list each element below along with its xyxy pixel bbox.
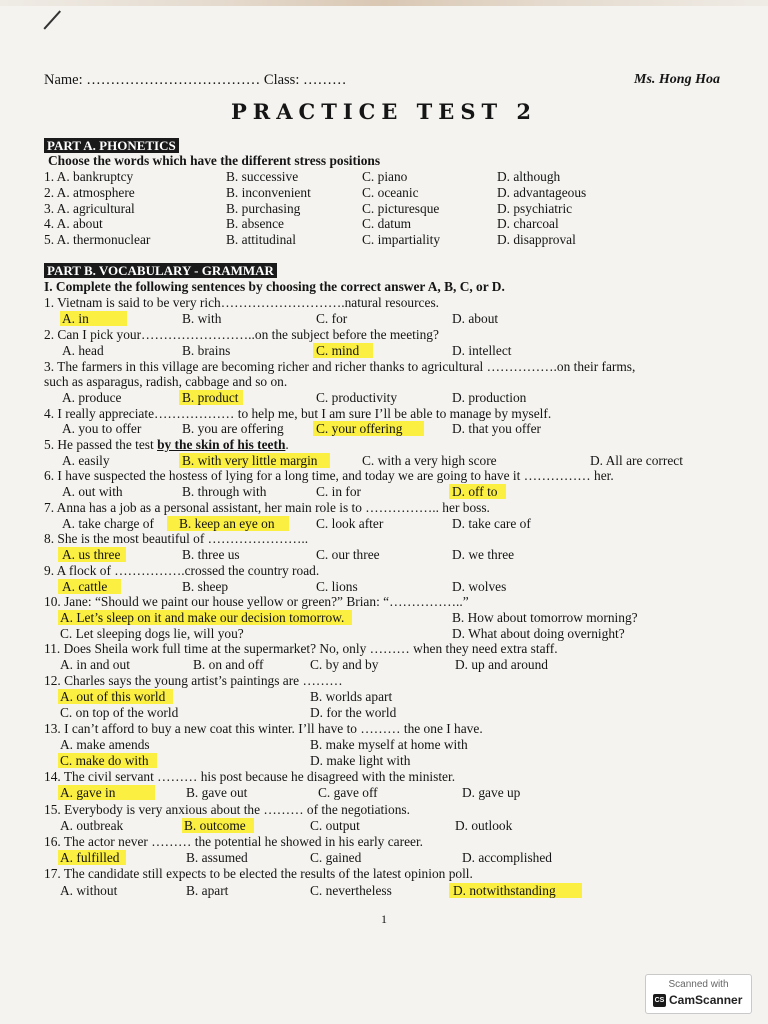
phonetics-option: C. datum (362, 216, 412, 231)
answer-option-highlighted: D. off to (449, 484, 506, 499)
answer-option-highlighted: C. mind (313, 343, 373, 358)
answer-option-highlighted: D. notwithstanding (449, 883, 582, 898)
answer-option: C. by and by (310, 657, 379, 672)
part-a-instruction: Choose the words which have the different stress positions (48, 153, 381, 168)
phonetics-option: B. purchasing (226, 201, 301, 216)
answer-option: D. wolves (452, 579, 507, 594)
question-text: 13. I can’t afford to buy a new coat this winter. I’ll have to ……… the one I have. (44, 721, 483, 736)
answer-option: B. brains (182, 343, 231, 358)
answer-option: D. about (452, 311, 499, 326)
phonetics-option: C. oceanic (362, 185, 419, 200)
answer-option-highlighted: A. Let’s sleep on it and make our decision tomorrow. (58, 610, 352, 625)
phonetics-option: D. psychiatric (497, 201, 573, 216)
phonetics-option: B. successive (226, 169, 299, 184)
answer-option-highlighted: A. cattle (58, 579, 121, 594)
answer-option: C. in for (316, 484, 362, 499)
question-suffix: . (285, 437, 289, 452)
phonetics-option: D. charcoal (497, 216, 559, 231)
question-text: 6. I have suspected the hostess of lying for a long time, and today we are going to have it …………… her. (44, 468, 614, 483)
answer-option-highlighted: B. outcome (182, 818, 254, 833)
answer-option: D. up and around (455, 657, 548, 672)
phonetics-option: 4. A. about (44, 216, 103, 231)
name-class-line: Name: ……………………………… Class: ……… (44, 72, 347, 88)
watermark-line2: CamScanner (669, 993, 743, 1007)
answer-option-highlighted: A. out of this world (58, 689, 173, 704)
question-text: 11. Does Sheila work full time at the supermarket? No, only ……… when they need extra staff. (44, 641, 558, 656)
answer-option: D. we three (452, 547, 515, 562)
answer-option: C. nevertheless (310, 883, 392, 898)
page-title: PRACTICE TEST 2 (230, 99, 538, 124)
answer-option: B. sheep (182, 579, 229, 594)
answer-option-highlighted: B. product (179, 390, 243, 405)
answer-option-highlighted: C. make do with (58, 753, 157, 768)
question-text-continued: such as asparagus, radish, cabbage and so on. (44, 374, 288, 389)
phonetics-option: 5. A. thermonuclear (44, 232, 151, 247)
answer-option-highlighted: A. us three (58, 547, 126, 562)
question-text: 2. Can I pick your……………………..on the subject before the meeting? (44, 327, 439, 342)
question-text: 15. Everybody is very anxious about the ……… of the negotiations. (44, 802, 410, 817)
answer-option: B. on and off (193, 657, 264, 672)
question-text: 9. A flock of …………….crossed the country road. (44, 563, 320, 578)
camscanner-watermark (645, 974, 752, 1014)
answer-option: B. through with (182, 484, 267, 499)
phonetics-option: C. impartiality (362, 232, 441, 247)
question-text: 7. Anna has a job as a personal assistant, her main role is to …………….. her boss. (44, 500, 490, 515)
question-text: 16. The actor never ……… the potential he showed in his early career. (44, 834, 424, 849)
answer-option: D. make light with (310, 753, 411, 768)
answer-option: B. make myself at home with (310, 737, 468, 752)
part-b-header: PART B. VOCABULARY - GRAMMAR (44, 263, 277, 278)
phonetics-option: 1. A. bankruptcy (44, 169, 134, 184)
phonetics-option: 2. A. atmosphere (44, 185, 135, 200)
answer-option: D. accomplished (462, 850, 552, 865)
question-text (44, 437, 289, 452)
answer-option: B. apart (186, 883, 229, 898)
answer-option: B. How about tomorrow morning? (452, 610, 638, 625)
part-a-header: PART A. PHONETICS (44, 138, 179, 153)
answer-option-highlighted: C. your offering (313, 421, 424, 436)
answer-option: C. gave off (318, 785, 378, 800)
answer-option: C. on top of the world (60, 705, 179, 720)
answer-option: D. that you offer (452, 421, 542, 436)
answer-option-highlighted: A. in (60, 311, 127, 326)
answer-option: A. head (62, 343, 104, 358)
phonetics-option: D. advantageous (497, 185, 587, 200)
answer-option: A. you to offer (62, 421, 142, 436)
answer-option: C. output (310, 818, 360, 833)
answer-option: C. lions (316, 579, 358, 594)
phonetics-option: 3. A. agricultural (44, 201, 135, 216)
scan-top-edge (0, 0, 768, 6)
underlined-phrase: by the skin of his teeth (157, 437, 286, 452)
page-number: 1 (381, 912, 387, 926)
phonetics-option: B. absence (226, 216, 285, 231)
teacher-name: Ms. Hong Hoa (634, 72, 720, 87)
answer-option: D. for the world (310, 705, 397, 720)
answer-option: A. take charge of (62, 516, 154, 531)
answer-option: C. gained (310, 850, 362, 865)
answer-option-highlighted: A. gave in (58, 785, 155, 800)
answer-option: D. outlook (455, 818, 513, 833)
question-prefix: 5. He passed the test (44, 437, 158, 452)
answer-option: C. productivity (316, 390, 398, 405)
phonetics-option: B. inconvenient (226, 185, 311, 200)
question-text: 3. The farmers in this village are becoming richer and richer thanks to agricultural …………….on their farms, (44, 359, 636, 374)
answer-option: D. take care of (452, 516, 531, 531)
answer-option: A. make amends (60, 737, 150, 752)
answer-option: A. in and out (60, 657, 130, 672)
answer-option: B. worlds apart (310, 689, 393, 704)
phonetics-option: C. piano (362, 169, 408, 184)
answer-option: D. intellect (452, 343, 512, 358)
part-b-instruction: I. Complete the following sentences by choosing the correct answer A, B, C, or D. (44, 279, 505, 294)
phonetics-option: C. picturesque (362, 201, 440, 216)
phonetics-option: B. attitudinal (226, 232, 296, 247)
answer-option: B. assumed (186, 850, 248, 865)
question-text: 10. Jane: “Should we paint our house yellow or green?” Brian: “……………..” (44, 594, 469, 609)
answer-option: C. with a very high score (362, 453, 497, 468)
watermark-line1: Scanned with (668, 979, 729, 990)
question-text: 4. I really appreciate……………… to help me, but I am sure I’ll be able to manage by myself. (44, 406, 552, 421)
answer-option: A. produce (62, 390, 122, 405)
answer-option: B. three us (182, 547, 240, 562)
question-text: 12. Charles says the young artist’s paintings are ……… (44, 673, 343, 688)
answer-option-highlighted: A. fulfilled (58, 850, 126, 865)
question-text: 14. The civil servant ……… his post because he disagreed with the minister. (44, 769, 456, 784)
answer-option: A. without (60, 883, 118, 898)
answer-option: A. out with (62, 484, 123, 499)
answer-option: C. our three (316, 547, 380, 562)
answer-option: D. gave up (462, 785, 521, 800)
question-text: 1. Vietnam is said to be very rich……………………….natural resources. (44, 295, 440, 310)
answer-option: C. look after (316, 516, 384, 531)
answer-option: D. production (452, 390, 527, 405)
answer-option: B. with (182, 311, 222, 326)
answer-option-highlighted: B. keep an eye on (167, 516, 289, 531)
question-text: 8. She is the most beautiful of ………………….. (44, 531, 309, 546)
answer-option: C. for (316, 311, 348, 326)
phonetics-option: D. disapproval (497, 232, 576, 247)
answer-option: D. What about doing overnight? (452, 626, 625, 641)
answer-option: A. outbreak (60, 818, 124, 833)
camscanner-logo-icon: CS (653, 994, 666, 1007)
answer-option: A. easily (62, 453, 110, 468)
answer-option-highlighted: B. with very little margin (179, 453, 330, 468)
answer-option: B. you are offering (182, 421, 284, 436)
pen-mark (43, 10, 60, 29)
question-text: 17. The candidate still expects to be elected the results of the latest opinion poll. (44, 866, 473, 881)
answer-option: D. All are correct (590, 453, 683, 468)
phonetics-option: D. although (497, 169, 561, 184)
answer-option: C. Let sleeping dogs lie, will you? (60, 626, 244, 641)
answer-option: B. gave out (186, 785, 248, 800)
